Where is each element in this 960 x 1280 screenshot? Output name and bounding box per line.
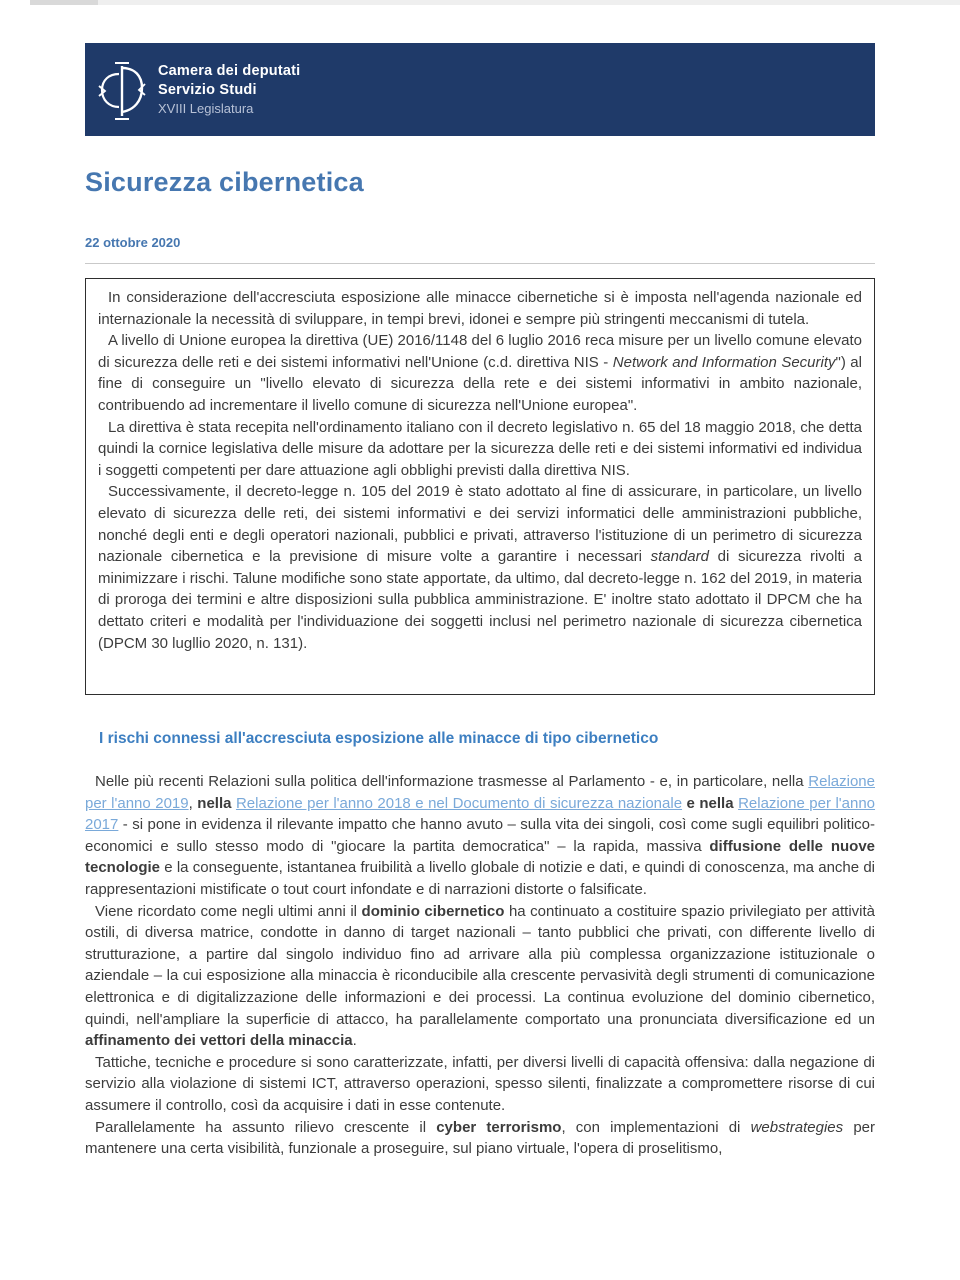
window-edge-strip (30, 0, 960, 5)
section-heading: I rischi connessi all'accresciuta esposizione alle minacce di tipo cibernetico (99, 730, 659, 748)
document-link[interactable]: Relazione per l'anno 2019 (85, 773, 875, 812)
text-run: Tattiche, tecniche e procedure si sono caratterizzate, infatti, per diversi livelli di capacità offensiva: dalla negazione di servizio alla violazione di sistemi ICT, attraverso operazioni, spesso silenti, finalizzate a compromettere risorse di cui assumere il controllo, così da acquisire i dati in esse contenute. (85, 1053, 875, 1114)
section-body (85, 771, 875, 1160)
text-run: ") al fine di conseguire un "livello elevato di sicurezza della rete e dei sistemi informativi in ambito nazionale, contribuendo ad incrementare il livello comune di sicurezza nell'Unione europea". (98, 353, 862, 414)
summary-paragraph (98, 481, 862, 654)
summary-paragraph (98, 330, 862, 416)
text-run: Parallelamente ha assunto rilievo crescente il (95, 1118, 437, 1136)
text-run: per mantenere una certa visibilità, funzionale a proseguire, sul piano virtuale, l'opera di proselitismo, (85, 1118, 875, 1158)
text-run: di sicurezza rivolti a minimizzare i rischi. Talune modifiche sono state apportate, da ultimo, dal decreto-legge n. 162 del 2019, in materia di proroga dei termini e altre disposizioni sulla pubblica amministrazione. E' inoltre stato adottato il DPCM che ha dettato criteri e modalità per l'individuazione dei soggetti inclusi nel perimetro nazionale di sicurezza cibernetica (DPCM 30 lugllio 2020, n. 131). (98, 548, 862, 652)
page-title: Sicurezza cibernetica (85, 167, 364, 197)
text-run: ha continuato a costituire spazio privilegiato per attività ostili, di diversa matrice, condotte in danno di target nazionali – tanto pubblici che privati, con differente livello di strutturazione, a partire dal singolo individuo fino ad arrivare alla più complessa organizzazione istituzionale o aziendale – la cui esposizione alla minaccia è riconducibile alla crescente pervasività degli strumenti di comunicazione elettronica e di digitalizzazione delle informazioni e dei processi. La continua evoluzione del dominio cibernetico, quindi, nell'ampliare la superficie di attacco, ha parallelamente comportato una pronunciata diversificazione ed un (85, 902, 875, 1028)
camera-dei-deputati-logo-icon (95, 60, 149, 122)
text-run: dominio cibernetico (361, 902, 505, 920)
text-run: - si pone in evidenza il rilevante impatto che hanno avuto – sulla vita dei singoli, così come sugli equilibri politico-economici e sullo stesso modo di "giocare la partita democratica" – la rapida, massiva (85, 816, 875, 855)
body-paragraph (85, 1052, 875, 1117)
header-banner (85, 43, 875, 136)
body-paragraph (85, 901, 875, 1052)
document-link[interactable]: Relazione per l'anno 2017 (85, 794, 876, 834)
text-run: cyber terrorismo (436, 1118, 562, 1136)
summary-paragraph (98, 417, 862, 482)
body-paragraph (85, 1117, 875, 1160)
org-name: Camera dei deputati (158, 62, 301, 79)
text-run: e la conseguente, istantanea fruibilità a livello globale di notizie e dati, e quindi di conoscenza, ma anche di rappresentazioni mistificate o tout court infondate e di narrazioni distorte o falsificate. (85, 859, 875, 899)
text-run: , (188, 794, 198, 812)
text-run: e nella (686, 794, 734, 812)
text-run: affinamento dei vettori della minaccia (85, 1032, 353, 1050)
body-paragraph (85, 771, 875, 901)
text-run: standard (650, 548, 709, 566)
text-run: Viene ricordato come negli ultimi anni il (95, 902, 362, 920)
text-run: . (352, 1032, 357, 1050)
document-date: 22 ottobre 2020 (85, 235, 181, 250)
text-run: Successivamente, il decreto-legge n. 105 del 2019 è stato adottato al fine di assicurare, in particolare, un livello elevato di sicurezza delle reti, dei sistemi informativi e dei servizi informatici delle amministrazioni pubbliche, nonché degli enti e degli operatori nazionali, pubblici e privati, attraverso l'istituzione di un perimetro di sicurezza nazionale cibernetica e la previsione di misure volte a garantire i necessari (98, 483, 862, 566)
text-run: webstrategies (750, 1118, 844, 1136)
text-run: La direttiva è stata recepita nell'ordinamento italiano con il decreto legislativo n. 65 del 18 maggio 2018, che detta quindi la cornice legislativa delle misure da adottare per la sicurezza delle reti e dei sistemi informativi ed individua i soggetti competenti per dare attuazione agli obblighi previsti dalla direttiva NIS. (98, 418, 862, 479)
text-run: , con implementazioni di (561, 1118, 751, 1136)
summary-box (85, 278, 875, 695)
text-run: In considerazione dell'accresciuta esposizione alle minacce cibernetiche si è imposta nell'agenda nazionale ed internazionale la necessità di sviluppare, in tempi brevi, idonei e sempre più stringenti meccanismi di tutela. (98, 289, 862, 328)
summary-paragraph (98, 287, 862, 330)
text-run: A livello di Unione europea la direttiva (UE) 2016/1148 del 6 luglio 2016 reca misure per un livello comune elevato di sicurezza delle reti e dei sistemi informativi nell'Unione (c.d. direttiva NIS - (98, 332, 862, 371)
text-run: diffusione delle nuove tecnologie (85, 837, 876, 877)
banner-text (158, 62, 300, 117)
service-name: Servizio Studi (158, 81, 257, 98)
text-run: Network and Information Security (612, 353, 836, 371)
legislature-label: XVIII Legislatura (158, 101, 254, 117)
text-run: nella (197, 794, 232, 812)
divider-rule (85, 263, 875, 264)
text-run: Nelle più recenti Relazioni sulla politica dell'informazione trasmesse al Parlamento - e, in particolare, nella (95, 773, 809, 791)
document-link[interactable]: Relazione per l'anno 2018 e nel Documento di sicurezza nazionale (235, 794, 683, 812)
document-content (85, 43, 875, 1160)
